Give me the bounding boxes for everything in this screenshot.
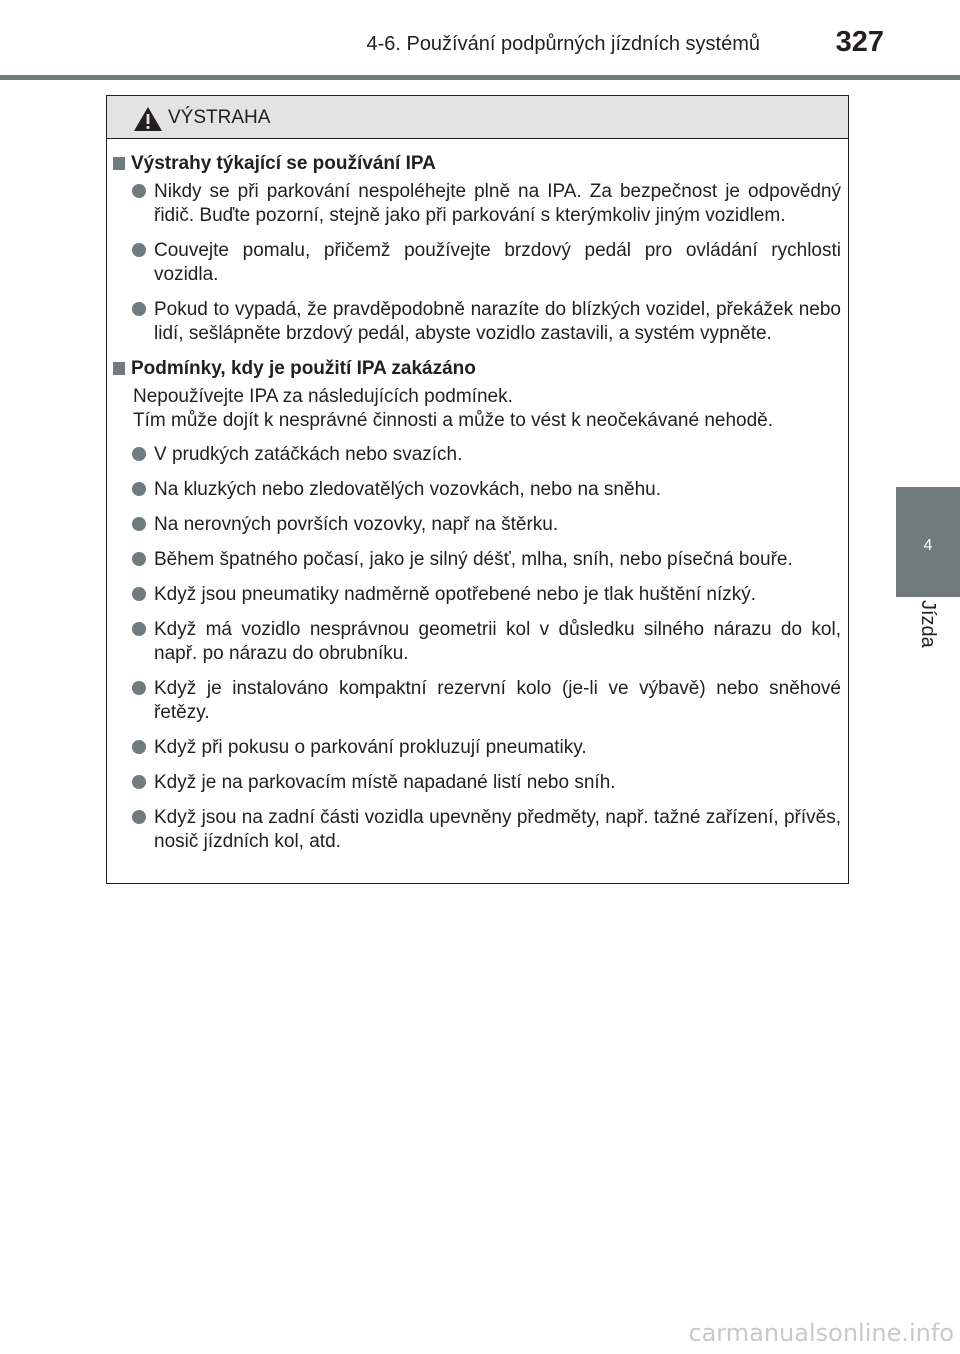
section-ipa-warnings: [107, 152, 841, 346]
list-item-text: Během špatného počasí, jako je silný déšť, mlha, sníh, nebo písečná bouře.: [154, 549, 793, 570]
list-item: [107, 298, 841, 346]
bullet-dot-icon: [132, 184, 146, 198]
list-item: [107, 677, 841, 725]
warning-header: [107, 96, 848, 139]
section-heading: [107, 357, 841, 381]
bullet-dot-icon: [132, 681, 146, 695]
bullet-dot-icon: [132, 552, 146, 566]
section-heading-text: Výstrahy týkající se používání IPA: [131, 153, 436, 174]
list-item-text: Když jsou pneumatiky nadměrně opotřebené nebo je tlak huštění nízký.: [154, 584, 757, 605]
bullet-dot-icon: [132, 810, 146, 824]
square-bullet-icon: [113, 362, 125, 375]
list-item-text: V prudkých zatáčkách nebo svazích.: [154, 444, 463, 465]
chapter-tab: [896, 487, 960, 597]
list-item-text: Na nerovných površích vozovky, např na štěrku.: [154, 514, 559, 535]
list-item: [107, 548, 841, 572]
bullet-dot-icon: [132, 482, 146, 496]
list-item: [107, 736, 841, 760]
square-bullet-icon: [113, 157, 125, 170]
section-heading: [107, 152, 841, 176]
list-item-text: Na kluzkých nebo zledovatělých vozovkách, nebo na sněhu.: [154, 479, 661, 500]
bullet-dot-icon: [132, 302, 146, 316]
intro-line: Tím může dojít k nesprávné činnosti a může to vést k neočekávané nehodě.: [133, 410, 774, 431]
list-item: [107, 618, 841, 666]
chapter-label: Jízda: [917, 600, 939, 648]
list-item: [107, 478, 841, 502]
list-item-text: Když je instalováno kompaktní rezervní kolo (je-li ve výbavě) nebo sněhové řetězy.: [154, 678, 841, 723]
bullet-dot-icon: [132, 243, 146, 257]
list-item: [107, 239, 841, 287]
warning-body: [107, 139, 848, 854]
bullet-dot-icon: [132, 775, 146, 789]
warning-triangle-icon: [133, 106, 163, 132]
bullet-dot-icon: [132, 447, 146, 461]
page-header: [0, 0, 960, 80]
list-item-text: Nikdy se při parkování nespoléhejte plně na IPA. Za bezpečnost je odpovědný řidič. Buďte pozorní, stejně jako při parkování s kterýmkoliv jiným vozidlem.: [154, 181, 841, 226]
section-ipa-prohibited: [107, 357, 841, 854]
list-item-text: Pokud to vypadá, že pravděpodobně narazíte do blízkých vozidel, překážek nebo lidí, sešlápněte brzdový pedál, abyste vozidlo zastavili, a systém vypněte.: [154, 299, 841, 344]
chapter-number: 4: [923, 537, 933, 554]
list-item-text: Couvejte pomalu, přičemž používejte brzdový pedál pro ovládání rychlosti vozidla.: [154, 240, 841, 285]
bullet-dot-icon: [132, 587, 146, 601]
bullet-dot-icon: [132, 517, 146, 531]
list-item-text: Když jsou na zadní části vozidla upevněny předměty, např. tažné zařízení, přívěs, nosič jízdních kol, atd.: [154, 807, 841, 852]
intro-line: Nepoužívejte IPA za následujících podmínek.: [133, 386, 513, 407]
bullet-dot-icon: [132, 622, 146, 636]
list-item-text: Když je na parkovacím místě napadané listí nebo sníh.: [154, 772, 616, 793]
list-item: [107, 806, 841, 854]
section-heading-text: Podmínky, kdy je použití IPA zakázáno: [131, 358, 476, 379]
warning-title: VÝSTRAHA: [168, 107, 271, 128]
header-rule: [0, 75, 960, 80]
warning-box: [106, 95, 849, 884]
list-item: [107, 180, 841, 228]
list-item-text: Když má vozidlo nesprávnou geometrii kol v důsledku silného nárazu do kol, např. po nárazu do obrubníku.: [154, 619, 841, 664]
list-item: [107, 771, 841, 795]
watermark: carmanualsonline.info: [688, 1319, 954, 1347]
bullet-dot-icon: [132, 740, 146, 754]
list-item-text: Když při pokusu o parkování prokluzují pneumatiky.: [154, 737, 587, 758]
section-title: 4-6. Používání podpůrných jízdních systémů: [366, 33, 760, 55]
list-item: [107, 443, 841, 467]
list-item: [107, 583, 841, 607]
list-item: [107, 513, 841, 537]
section-intro: [107, 385, 841, 433]
page-number: 327: [835, 26, 884, 58]
